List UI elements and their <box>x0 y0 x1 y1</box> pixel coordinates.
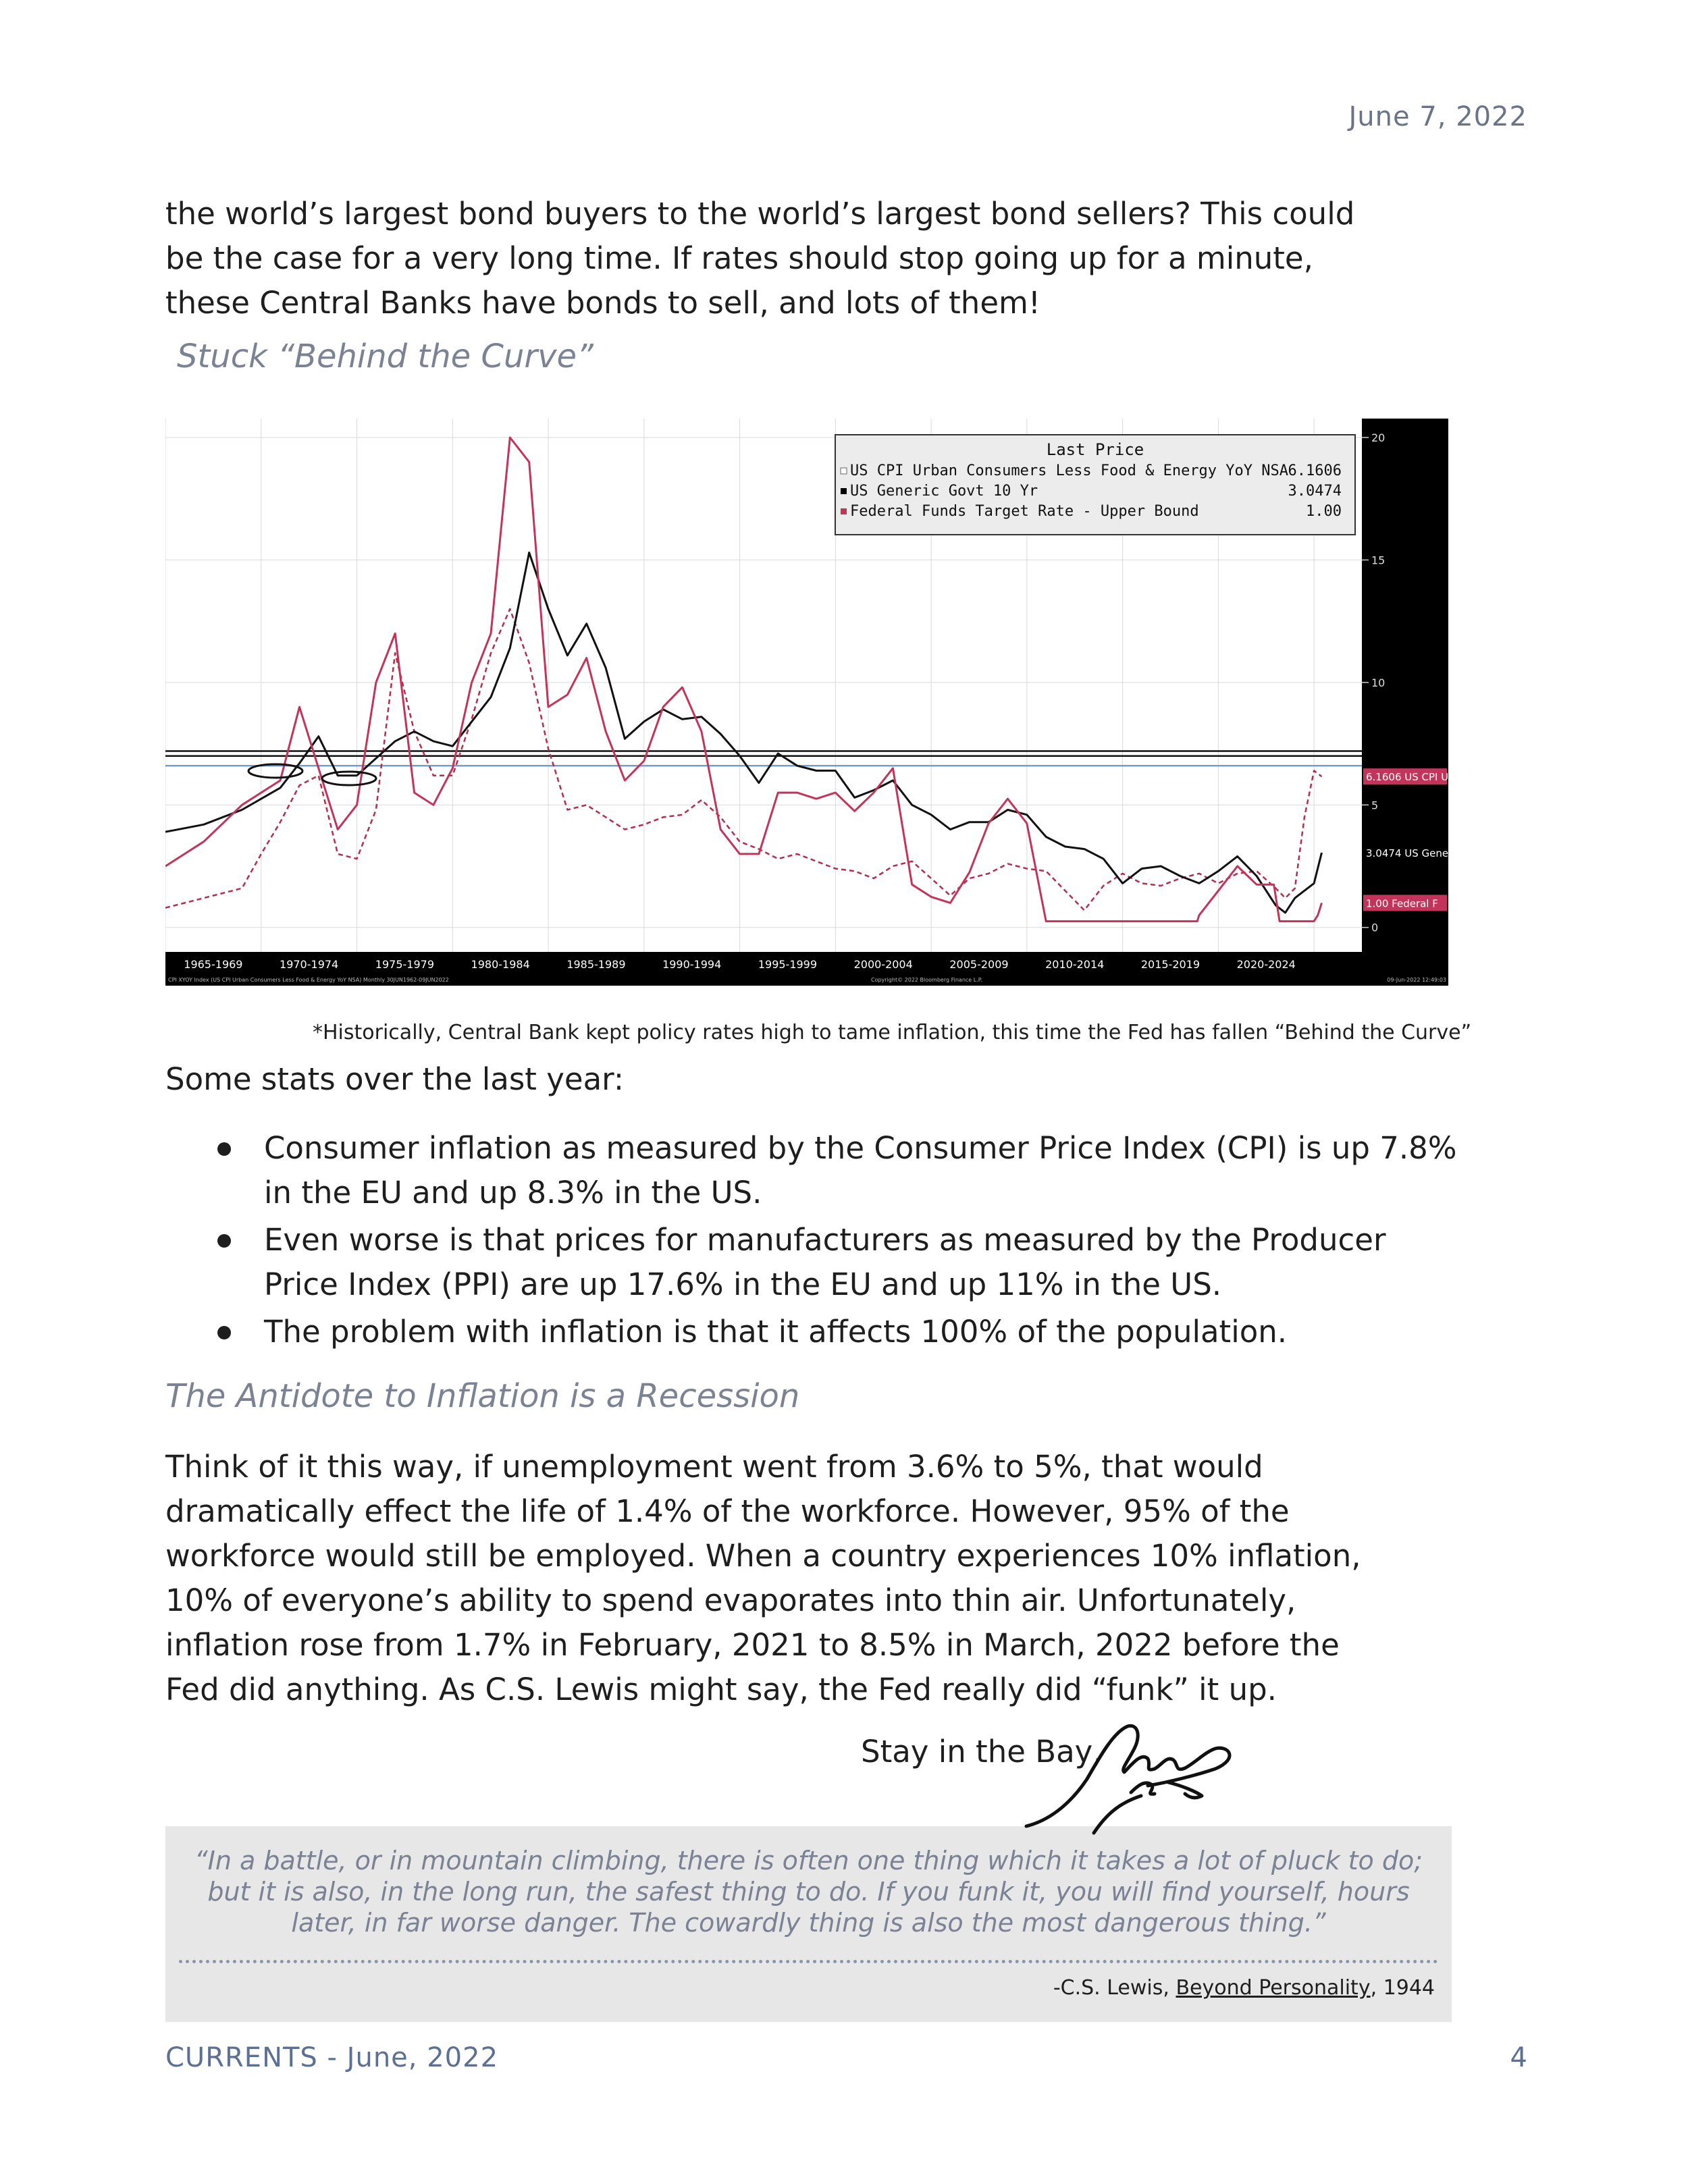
quote-divider <box>179 1960 1438 1963</box>
footer-publication: CURRENTS - June, 2022 <box>165 2042 499 2073</box>
rates-inflation-chart <box>165 419 1448 986</box>
legend-label: Federal Funds Target Rate - Upper Bound <box>850 503 1199 520</box>
stats-intro: Some stats over the last year: <box>165 1061 625 1097</box>
signature <box>1013 1718 1283 1900</box>
x-tick-label: 1970-1974 <box>280 958 339 971</box>
x-tick-label: 2010-2014 <box>1045 958 1105 971</box>
x-tick-label: 1980-1984 <box>471 958 530 971</box>
x-tick-label: 1975-1979 <box>375 958 435 971</box>
y-tick-label: 20 <box>1371 431 1386 444</box>
x-tick-label: 2015-2019 <box>1140 958 1201 971</box>
right-value-label <box>1363 895 1447 911</box>
chart-source-left: CPI XYOY Index (US CPI Urban Consumers Less Food & Energy YoY NSA) Monthly 30JUN1962-09JUN2022 <box>168 977 449 983</box>
legend-title: Last Price <box>1046 440 1144 459</box>
right-value-label <box>1363 845 1448 861</box>
list-item: Consumer inflation as measured by the Consumer Price Index (CPI) is up 7.8% in the EU and up 8.3% in the US. <box>165 1126 1466 1215</box>
header-date: June 7, 2022 <box>1348 101 1527 132</box>
book-title: Beyond Personality <box>1176 1976 1371 2000</box>
x-tick-label: 2000-2004 <box>853 958 913 971</box>
chart-source-right: 09-Jun-2022 12:49:03 <box>1387 977 1446 983</box>
y-tick-label: 10 <box>1371 676 1386 689</box>
chart-caption: *Historically, Central Bank kept policy rates high to tame inflation, this time the Fed has fallen “Behind the Curve” <box>313 1021 1472 1044</box>
closing-line: Stay in the Bay, <box>861 1734 1103 1769</box>
x-tick-label: 1990-1994 <box>662 958 722 971</box>
stats-list <box>165 1126 1457 1357</box>
x-tick-label: 2005-2009 <box>949 958 1009 971</box>
right-value-label <box>1363 768 1448 784</box>
right-value-text: 3.0474 US Generi <box>1366 847 1448 860</box>
bullet-dot <box>217 1234 231 1248</box>
section-title-behind-the-curve: Stuck “Behind the Curve” <box>177 338 594 375</box>
legend-label: US Generic Govt 10 Yr <box>850 483 1038 500</box>
list-item: The problem with inflation is that it affects 100% of the population. <box>165 1310 1466 1354</box>
x-tick-label: 1995-1999 <box>758 958 818 971</box>
list-item: Even worse is that prices for manufacturers as measured by the Producer Price Index (PPI) are up 17.6% in the EU and up 11% in the US. <box>165 1218 1466 1307</box>
legend-marker <box>841 508 847 514</box>
legend-marker <box>841 468 847 474</box>
bullet-dot <box>217 1326 231 1339</box>
legend-value: 3.0474 <box>1288 483 1342 500</box>
quote-attribution: -C.S. Lewis, Beyond Personality, 1944 <box>1053 1976 1435 2000</box>
legend-marker <box>841 488 847 494</box>
right-value-text: 1.00 Federal F <box>1366 897 1438 910</box>
x-tick-label: 1985-1989 <box>566 958 626 971</box>
chart-legend <box>835 435 1355 535</box>
right-value-text: 6.1606 US CPI Ur <box>1366 771 1448 784</box>
legend-value: 1.00 <box>1306 503 1342 520</box>
y-tick-label: 5 <box>1371 799 1379 812</box>
page-number: 4 <box>1510 2042 1527 2073</box>
y-tick-label: 15 <box>1371 554 1386 567</box>
bullet-dot <box>217 1142 231 1156</box>
quote-text: “In a battle, or in mountain climbing, there is often one thing which it takes a lot of pluck to do; but it is also, in the long run, the safest thing to do. If you funk it, you will find yourself, hours later, in far worse danger. The cowardly thing is also the most dangerous thing.” <box>194 1846 1423 1938</box>
body-paragraph: Think of it this way, if unemployment went from 3.6% to 5%, that would dramatically effect the life of 1.4% of the workforce. However, 95% of the workforce would still be employed. When a country experiences 10% inflation, 10% of everyone’s ability to spend evaporates into thin air. Unfortunately, inflation rose from 1.7% in February, 2021 to 8.5% in March, 2022 before the Fed did anything. As C.S. Lewis might say, the Fed really did “funk” it up. <box>165 1449 1361 1707</box>
legend-item <box>841 462 1342 479</box>
y-tick-label: 0 <box>1371 921 1379 934</box>
chart-source-mid: Copyright© 2022 Bloomberg Finance L.P. <box>871 977 982 983</box>
x-tick-label: 1965-1969 <box>184 958 243 971</box>
legend-value: 6.1606 <box>1288 462 1342 479</box>
intro-paragraph: the world’s largest bond buyers to the world’s largest bond sellers? This could be the case for a very long time. If rates should stop going up for a minute, these Central Banks have bonds to sell, and lots of them! <box>165 196 1355 321</box>
section-title-antidote: The Antidote to Inflation is a Recession <box>165 1377 800 1415</box>
x-tick-label: 2020-2024 <box>1236 958 1296 971</box>
legend-label: US CPI Urban Consumers Less Food & Energy YoY NSA <box>850 462 1289 479</box>
